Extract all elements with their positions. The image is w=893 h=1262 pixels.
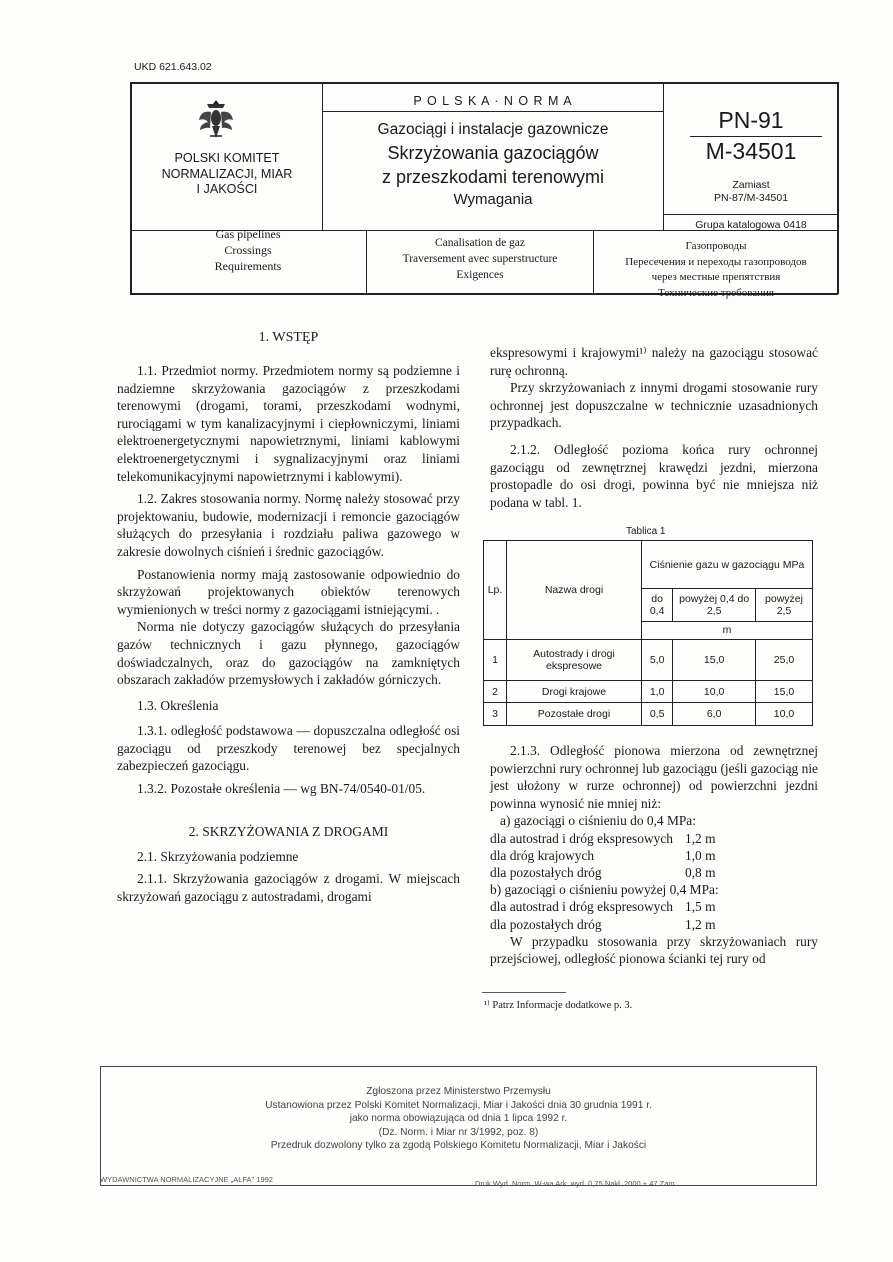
section-heading: 1. WSTĘP	[258, 330, 319, 345]
committee-line: POLSKI KOMITET	[174, 151, 280, 165]
table-header-col2: powyżej 0,4 do 2,5	[673, 589, 756, 622]
list-item-value: 1,5 m	[685, 899, 716, 915]
list-item-label: dla autostrad i dróg ekspresowych	[490, 830, 673, 846]
translation-line: Requirements	[214, 258, 282, 273]
norm-label: P O L S K A · N O R M A	[413, 94, 573, 108]
translation-line: Crossings	[224, 242, 272, 257]
table-header-lp: Lp.	[484, 541, 507, 640]
header-divider-left	[322, 82, 323, 230]
table-header-name: Nazwa drogi	[507, 541, 642, 640]
title-line: z przeszkodami terenowymi	[381, 167, 605, 187]
translation-fr	[368, 235, 592, 283]
table-cell: 15,0	[673, 639, 756, 680]
table-row	[484, 639, 813, 680]
approval-line: (Dz. Norm. i Miar nr 3/1992, poz. 8)	[378, 1126, 539, 1138]
catalog-divider	[663, 214, 838, 215]
list-item-value: 0,8 m	[685, 864, 716, 880]
title-line: Gazociągi i instalacje gazownicze	[377, 121, 609, 138]
table-row	[484, 680, 813, 703]
footnote: ¹⁾ Patrz Informacje dodatkowe p. 3.	[484, 1000, 633, 1011]
header-top-border	[130, 82, 838, 84]
translation-ru	[595, 239, 837, 301]
paragraph-2-1-1b: Przy skrzyżowaniach z innymi drogami stosowanie rury ochronnej jest dopuszczalne w technicznie uzasadnionych przypadkach.	[490, 380, 818, 431]
translation-line: Пересечения и переходы газопроводов	[625, 255, 807, 268]
title-line: Wymagania	[453, 191, 533, 208]
replaces-block	[665, 179, 837, 205]
paragraph-last: W przypadku stosowania przy skrzyżowaniach rury przejściowej, odległość pionowa ścianki tej rury od	[490, 933, 818, 967]
table-cell: 0,5	[642, 703, 673, 726]
list-item-label: dla pozostałych dróg	[490, 864, 602, 880]
list-item-label: dla autostrad i dróg ekspresowych	[490, 899, 673, 915]
norm-label-underline	[322, 111, 664, 112]
udk-code: UKD 621.643.02	[134, 61, 212, 73]
translation-en	[132, 227, 364, 274]
approval-line: Zgłoszona przez Ministerstwo Przemysłu	[366, 1086, 551, 1097]
header-divider-right	[663, 82, 664, 230]
table-cell: Drogi krajowe	[507, 680, 642, 703]
list-item-label: dla dróg krajowych	[490, 847, 595, 863]
section-heading: 2. SKRZYŻOWANIA Z DROGAMI	[188, 823, 389, 839]
committee-line: I JAKOŚCI	[196, 182, 258, 196]
table-cell: 15,0	[756, 680, 813, 703]
left-column	[117, 330, 460, 905]
heading-1-3: 1.3. Określenia	[137, 697, 219, 713]
list-item	[490, 916, 818, 933]
table-cell: 10,0	[673, 680, 756, 703]
replaces-label: Zamiast	[732, 179, 770, 191]
table-cell: 1	[484, 639, 507, 680]
translation-divider-1	[366, 230, 367, 294]
table-header-col3: powyżej 2,5	[756, 589, 813, 622]
paragraph-2-1-2: 2.1.2. Odległość pozioma końca rury ochronnej gazociągu od zewnętrznej krawędzi jezdni, mierzona prostopadle do osi drogi, powinna być nie mniejsza niż podana w tabl. 1.	[490, 441, 818, 510]
paragraph-1-3-1: 1.3.1. odległość podstawowa — dopuszczalna odległość osi gazociągu od przeszkody terenowej bez specjalnych zabezpieczeń gazociągu.	[117, 723, 460, 774]
right-column-bottom	[490, 742, 818, 968]
table-cell: 1,0	[642, 680, 673, 703]
translation-line: Traversement avec superstructure	[402, 253, 558, 265]
paragraph-1-2b: Postanowienia normy mają zastosowanie odpowiednio do skrzyżowań projektowanych obiektów terenowych wymienionych w treści normy z gazociągami istniejącymi. .	[117, 566, 460, 617]
code-line: M-34501	[705, 138, 797, 164]
catalog-group: Grupa katalogowa 0418	[695, 219, 807, 231]
publisher-line: WYDAWNICTWA NORMALIZACYJNE „ALFA" 1992	[100, 1175, 273, 1184]
paragraph-2-1-1: 2.1.1. Skrzyżowania gazociągów z drogami. W miejscach skrzyżowań gazociągu z autostradami, drogami	[117, 871, 460, 904]
right-column-top	[490, 344, 818, 511]
list-item-value: 1,2 m	[685, 830, 716, 846]
translation-line: через местные препятствия	[651, 271, 781, 283]
table-cell: Autostrady i drogi ekspresowe	[507, 639, 642, 680]
list-item-label: dla pozostałych dróg	[490, 916, 602, 932]
footnote-rule	[482, 992, 566, 993]
paragraph-1-1: 1.1. Przedmiot normy. Przedmiotem normy są podziemne i nadziemne skrzyżowania gazociągów z przeszkodami terenowymi (drogami, torami, przeszkodami wodnymi, rurociągami w tym kanalizacyjnymi i ciepłowniczymi, liniami elektroenergetycznymi napowietrznymi, liniami kablowymi elektroenergetycznymi i sygnalizacyjnymi oraz liniami telekomunikacyjnymi napowietrznymi i kablowymi).	[117, 363, 460, 484]
print-info: Druk Wyd. Norm. W-wa Ark. wyd. 0,75 Nakł. 2000 + 47 Zam.	[475, 1179, 677, 1188]
list-a-heading: a) gazociągi o ciśnieniu do 0,4 MPa:	[500, 813, 696, 829]
table-row	[484, 703, 813, 726]
table-cell: 3	[484, 703, 507, 726]
table-header-unit: m	[642, 622, 813, 639]
approval-box	[100, 1066, 817, 1186]
header-right-border	[837, 82, 839, 294]
translation-line: Газопроводы	[685, 240, 747, 252]
translation-line: Canalisation de gaz	[434, 237, 526, 249]
list-item	[490, 898, 818, 915]
table-cell: Pozostałe drogi	[507, 703, 642, 726]
table-cell: 10,0	[756, 703, 813, 726]
title-line: Skrzyżowania gazociągów	[387, 143, 599, 163]
table-cell: 2	[484, 680, 507, 703]
distance-table	[483, 540, 813, 726]
table-cell: 6,0	[673, 703, 756, 726]
paragraph-2-1-1-cont: ekspresowymi i krajowymi¹⁾ należy na gazociągu stosować rurę ochronną.	[490, 345, 818, 378]
list-item	[490, 864, 818, 881]
committee-line: NORMALIZACJI, MIAR	[161, 166, 293, 181]
table-cell: 5,0	[642, 639, 673, 680]
code-line: PN-91	[718, 107, 784, 133]
translation-line: Exigences	[456, 269, 504, 281]
table-header-col1: do 0,4	[642, 589, 673, 622]
approval-line: Przedruk dozwolony tylko za zgodą Polskiego Komitetu Normalizacji, Miar i Jakości	[270, 1140, 647, 1152]
list-item-value: 1,2 m	[685, 916, 716, 932]
paragraph-1-2: 1.2. Zakres stosowania normy. Normę należy stosować przy projektowaniu, budowie, modernizacji i remoncie gazociągów służących do przesyłania i rozdziału paliwa gazowego w zakresie dowolnych ciśnień i średnic gazociągów.	[117, 491, 460, 559]
translation-divider-2	[593, 230, 594, 294]
committee-name	[132, 151, 322, 198]
table-header-pressure: Ciśnienie gazu w gazociągu MPa	[642, 541, 813, 589]
replaces-value: PN-87/M-34501	[713, 192, 789, 204]
table-cell: 25,0	[756, 639, 813, 680]
paragraph-1-2c: Norma nie dotyczy gazociągów służących do przesyłania gazów technicznych i gazu płynnego, gazociągów doświadczalnych, oraz do gazociągów na zamkniętych obszarach zakładów przemysłowych i zakładów górniczych.	[117, 619, 460, 688]
table-caption: Tablica 1	[626, 526, 666, 537]
paragraph-1-3-2: 1.3.2. Pozostałe określenia — wg BN-74/0540-01/05.	[137, 781, 426, 797]
paragraph-2-1-3: 2.1.3. Odległość pionowa mierzona od zewnętrznej powierzchni rury ochronnej lub gazociągu (jeśli gazociąg nie jest ułożony w rurze ochronnej) od powierzchni jezdni powinna wynosić nie mniej niż:	[490, 743, 818, 811]
norm-title	[324, 119, 662, 211]
approval-line: jako norma obowiązująca od dnia 1 lipca 1992 r.	[349, 1113, 568, 1125]
translation-line: Gas pipelines	[215, 227, 281, 241]
list-item	[490, 847, 818, 864]
list-item-value: 1,0 m	[685, 847, 716, 863]
heading-2-1: 2.1. Skrzyżowania podziemne	[137, 848, 299, 864]
translation-line: Технические требования	[658, 286, 774, 299]
polish-eagle-emblem	[198, 96, 234, 142]
approval-line: Ustanowiona przez Polski Komitet Normalizacji, Miar i Jakości dnia 30 grudnia 1991 r.	[265, 1099, 652, 1111]
norm-code	[665, 106, 837, 165]
list-item	[490, 830, 818, 847]
list-b-heading: b) gazociągi o ciśnieniu powyżej 0,4 MPa:	[490, 882, 719, 898]
